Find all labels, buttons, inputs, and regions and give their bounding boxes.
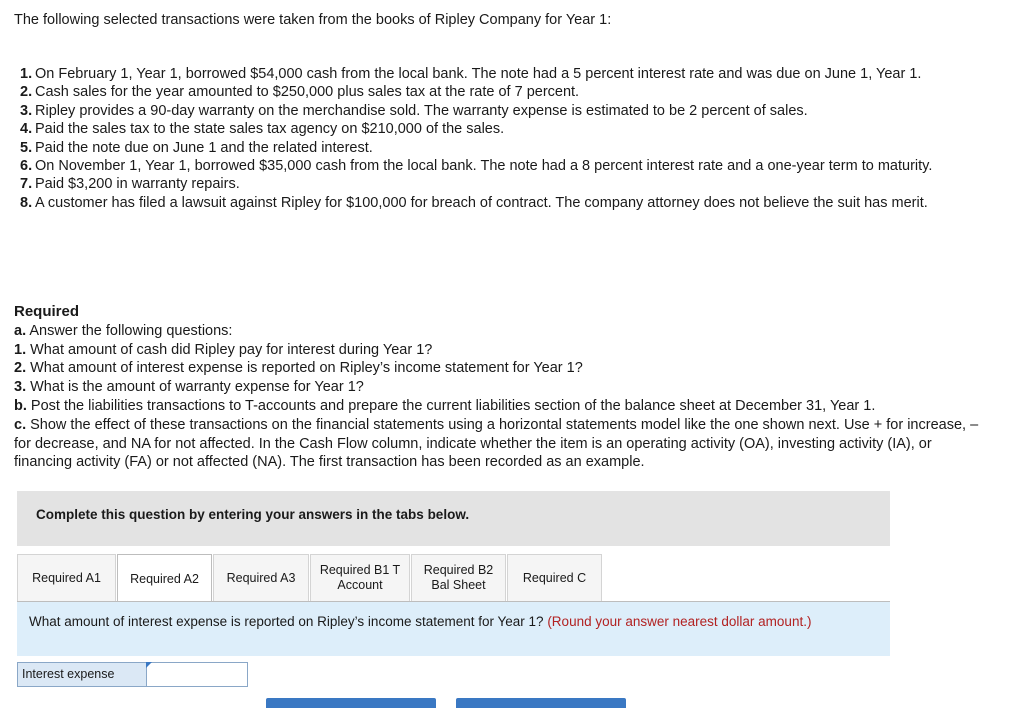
list-item: 6. On November 1, Year 1, borrowed $35,000 cash from the local bank. The note had a 8 percent interest rate and a one-year term to maturity. <box>20 158 933 175</box>
tab-required-b2[interactable]: Required B2 Bal Sheet <box>411 554 506 601</box>
tab-required-a1[interactable]: Required A1 <box>17 554 116 601</box>
list-item: 8. A customer has filed a lawsuit against Ripley for $100,000 for breach of contract. The company attorney does not believe the suit has merit. <box>20 194 928 211</box>
list-item: 2. Cash sales for the year amounted to $250,000 plus sales tax at the rate of 7 percent. <box>20 84 580 101</box>
tab-bar <box>17 554 890 602</box>
required-c: c. Show the effect of these transactions on the financial statements using a horizontal statements model like the one shown next. Use + for increase, – for decrease, and NA for not affected. In the Cash Flow column, indicate whether the item is an operating activity (OA), investing activity (IA), or financing activity (FA) or not affected (NA). The first transaction has been recorded as an example. <box>14 416 979 471</box>
required-heading: Required <box>14 303 80 320</box>
rounding-hint: (Round your answer nearest dollar amount.) <box>547 614 812 629</box>
required-b: b. Post the liabilities transactions to T-accounts and prepare the current liabilities section of the balance sheet at December 31, Year 1. <box>14 397 876 414</box>
list-item: 3. Ripley provides a 90-day warranty on the merchandise sold. The warranty expense is estimated to be 2 percent of sales. <box>20 102 808 119</box>
banner-text: Complete this question by entering your answers in the tabs below. <box>36 507 470 522</box>
interest-expense-label: Interest expense <box>17 662 152 687</box>
tab-required-a2[interactable]: Required A2 <box>117 554 212 603</box>
question-item: 2. What amount of interest expense is reported on Ripley’s income statement for Year 1? <box>14 360 583 377</box>
transaction-list <box>14 65 984 212</box>
tab-required-a3[interactable]: Required A3 <box>213 554 309 601</box>
instructions-banner <box>17 491 890 546</box>
list-item: 1. On February 1, Year 1, borrowed $54,000 cash from the local bank. The note had a 5 percent interest rate and was due on June 1, Year 1. <box>20 66 922 82</box>
list-item: 4. Paid the sales tax to the state sales tax agency on $210,000 of the sales. <box>20 121 505 138</box>
question-text: What amount of interest expense is reported on Ripley’s income statement for Year 1? <box>29 614 544 629</box>
prev-button[interactable] <box>266 698 436 708</box>
list-item: 5. Paid the note due on June 1 and the related interest. <box>20 139 373 156</box>
list-item: 7. Paid $3,200 in warranty repairs. <box>20 176 240 193</box>
question-panel <box>17 602 890 656</box>
required-a: a. Answer the following questions: <box>14 322 233 339</box>
tab-required-b1[interactable]: Required B1 T Account <box>310 554 410 601</box>
interest-expense-input[interactable] <box>146 662 248 687</box>
question-item: 1. What amount of cash did Ripley pay for interest during Year 1? <box>14 341 433 358</box>
required-section <box>14 303 989 472</box>
tab-required-c[interactable]: Required C <box>507 554 602 601</box>
intro-text: The following selected transactions were taken from the books of Ripley Company for Year 1: <box>14 12 612 28</box>
next-button[interactable] <box>456 698 626 708</box>
question-item: 3. What is the amount of warranty expense for Year 1? <box>14 379 364 396</box>
cell-marker-icon <box>146 662 152 668</box>
